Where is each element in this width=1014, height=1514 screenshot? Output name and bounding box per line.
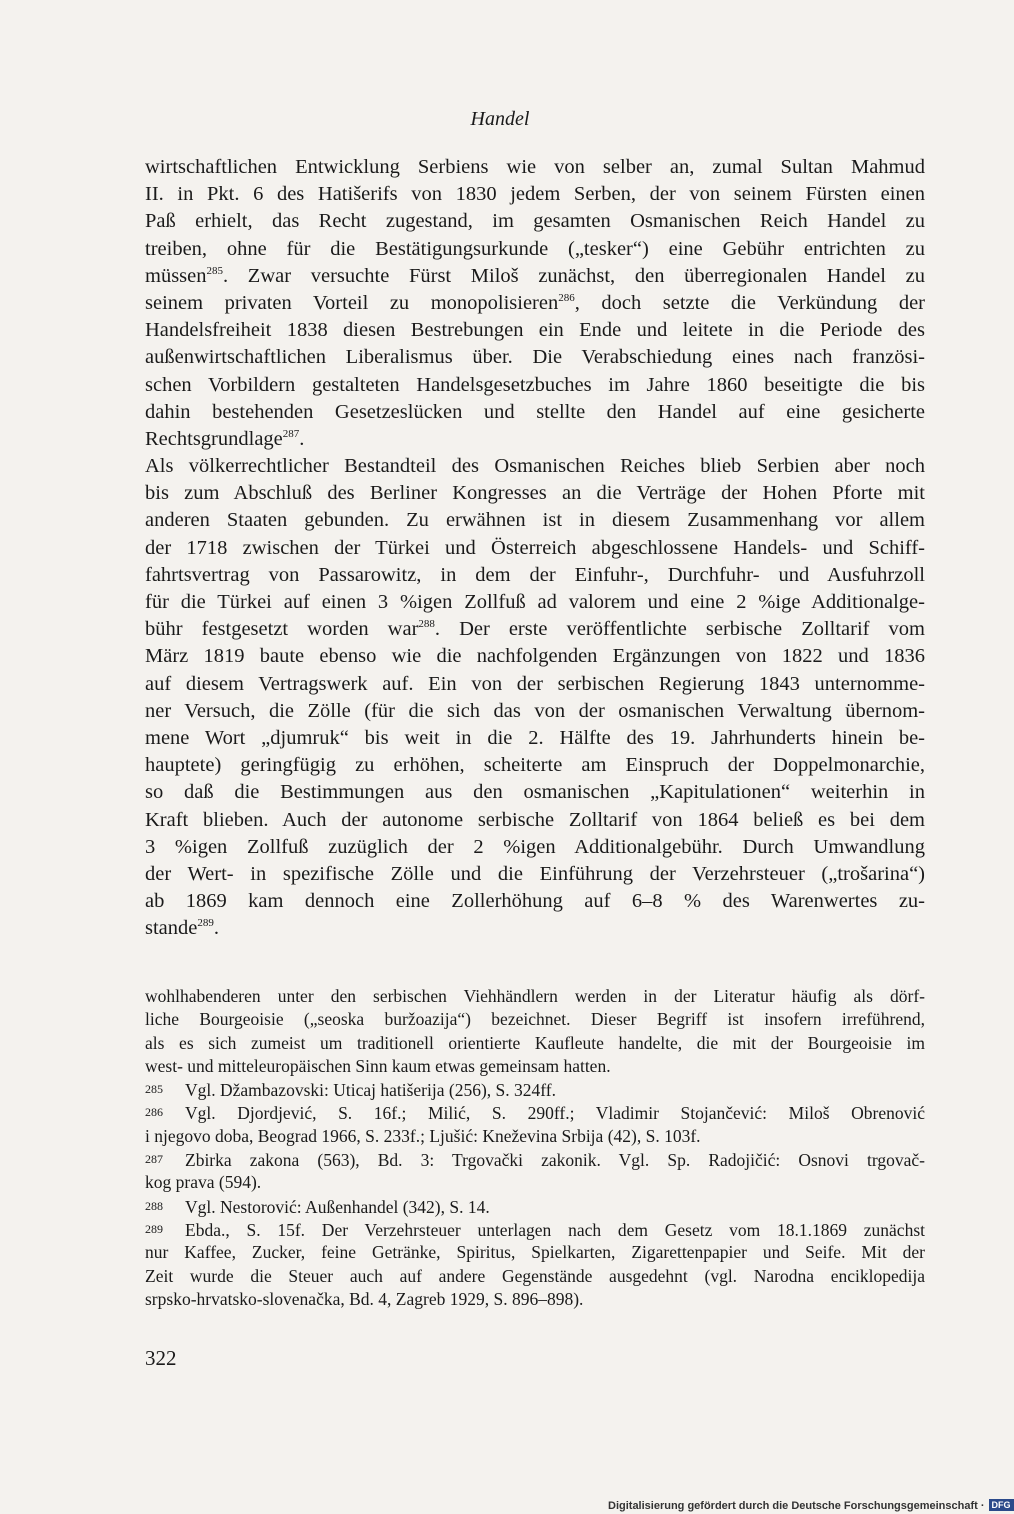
footnote-ref: 288 xyxy=(418,618,435,631)
line-text-rest: . Der erste veröffentlichte serbische Zolltarif vom xyxy=(434,618,925,641)
footnote-text: liche Bourgeoisie („seoska buržoazija“) bezeichnet. Dieser Begriff ist insofern irreführend, xyxy=(145,1009,925,1030)
footnote-ref: 287 xyxy=(282,428,300,441)
text-line xyxy=(145,263,925,290)
text-line xyxy=(145,426,925,453)
text-line xyxy=(145,480,925,507)
text-line xyxy=(145,779,925,806)
footnote-number: 287 xyxy=(145,1152,163,1167)
footnote-line xyxy=(145,1241,925,1264)
line-text: II. in Pkt. 6 des Hatišerifs von 1830 jedem Serben, der von seinem Fürsten einen xyxy=(145,183,925,206)
footnote-text: Ebda., S. 15f. Der Verzehrsteuer unterlagen nach dem Gesetz vom 18.1.1869 zunächst xyxy=(185,1219,925,1240)
line-text: so daß die Bestimmungen aus den osmanischen „Kapitulationen“ weiterhin in xyxy=(145,781,925,804)
line-text-rest: . xyxy=(299,427,305,450)
footnote-line xyxy=(145,1218,925,1241)
line-text: auf diesem Vertragswerk auf. Ein von der serbischen Regierung 1843 unternomme- xyxy=(145,672,925,695)
line-text: anderen Staaten gebunden. Zu erwähnen ist in diesem Zusammenhang vor allem xyxy=(145,509,925,532)
line-text: wirtschaftlichen Entwicklung Serbiens wie von selber an, zumal Sultan Mahmud xyxy=(145,156,925,178)
line-text: Rechtsgrundlage xyxy=(145,427,283,450)
footnote-ref: 285 xyxy=(206,264,223,277)
text-line xyxy=(145,643,925,670)
text-line xyxy=(145,589,925,616)
footnote-text: srpsko-hrvatsko-slovenačka, Bd. 4, Zagreb 1929, S. 896–898). xyxy=(145,1288,584,1309)
text-line xyxy=(145,236,925,263)
digitization-credit xyxy=(608,1499,1014,1512)
footnote-line xyxy=(145,1288,925,1311)
footnote-line xyxy=(145,985,925,1008)
text-line xyxy=(145,915,925,942)
footnote-text: west- und mitteleuropäischen Sinn kaum etwas gemeinsam hatten. xyxy=(145,1055,611,1076)
text-line xyxy=(145,372,925,399)
page-number: 322 xyxy=(145,1346,177,1370)
line-text: hauptete) geringfügig zu erhöhen, scheiterte am Einspruch der Doppelmonarchie, xyxy=(145,754,925,777)
footnote-line xyxy=(145,1195,925,1218)
line-text: außenwirtschaftlichen Liberalismus über. Die Verabschiedung eines nach französi- xyxy=(145,346,925,369)
line-text: für die Türkei auf einen 3 %igen Zollfuß ad valorem und eine 2 %ige Additionalge- xyxy=(145,591,925,613)
footnote-line xyxy=(145,1055,925,1078)
text-line xyxy=(145,290,925,317)
footnote-line xyxy=(145,1008,925,1031)
footnote-text: nur Kaffee, Zucker, feine Getränke, Spiritus, Spielkarten, Zigarettenpapier und Seife. Mit der xyxy=(145,1242,925,1263)
footnote-line xyxy=(145,1032,925,1055)
text-line xyxy=(145,535,925,562)
footnote-text: kog prava (594). xyxy=(145,1172,262,1193)
footnotes xyxy=(145,985,925,1311)
dfg-logo: DFG xyxy=(989,1499,1014,1511)
footnote-number: 288 xyxy=(145,1198,163,1213)
footnote-text: Vgl. Nestorović: Außenhandel (342), S. 14. xyxy=(185,1196,490,1217)
footnote-line xyxy=(145,1078,925,1101)
line-text: fahrtsvertrag von Passarowitz, in dem der Einfuhr-, Durchfuhr- und Ausfuhrzoll xyxy=(145,563,925,586)
footnote-text: i njegovo doba, Beograd 1966, S. 233f.; Ljušić: Kneževina Srbija (42), S. 103f. xyxy=(145,1125,701,1146)
footnote-number: 285 xyxy=(145,1082,163,1097)
line-text: Als völkerrechtlicher Bestandteil des Osmanischen Reiches blieb Serbien aber noch xyxy=(145,455,925,478)
line-text: treiben, ohne für die Bestätigungsurkunde („tesker“) eine Gebühr entrichten zu xyxy=(145,237,925,260)
line-text: 3 %igen Zollfuß zuzüglich der 2 %igen Additionalgebühr. Durch Umwandlung xyxy=(145,835,925,858)
text-line xyxy=(145,888,925,915)
running-head: Handel xyxy=(470,108,530,130)
line-text: der Wert- in spezifische Zölle und die Einführung der Verzehrsteuer („trošarina“) xyxy=(145,862,925,885)
line-text: schen Vorbildern gestalteten Handelsgesetzbuches im Jahre 1860 beseitigte die bis xyxy=(145,373,925,396)
line-text: müssen xyxy=(145,264,207,287)
footnote-text: Vgl. Djordjević, S. 16f.; Milić, S. 290ff.; Vladimir Stojančević: Miloš Obrenović xyxy=(185,1103,925,1124)
footnote-text: als es sich zumeist um traditionell orientierte Kaufleute handelte, die mit der Bourgeoisie im xyxy=(145,1032,925,1053)
text-line xyxy=(145,834,925,861)
footnote-text: Zeit wurde die Steuer auch auf andere Gegenstände ausgedehnt (vgl. Narodna enciklopedija xyxy=(145,1265,925,1286)
text-line xyxy=(145,752,925,779)
text-line xyxy=(145,399,925,426)
footnote-line xyxy=(145,1125,925,1148)
footnote-number: 286 xyxy=(145,1105,163,1120)
line-text-rest: . xyxy=(213,917,219,940)
footnote-line xyxy=(145,1148,925,1171)
text-line xyxy=(145,616,925,643)
text-line xyxy=(145,344,925,371)
line-text: März 1819 baute ebenso wie die nachfolgenden Ergänzungen von 1822 und 1836 xyxy=(145,645,925,668)
line-text: seinem privaten Vorteil zu monopolisieren xyxy=(145,291,559,314)
credit-text: Digitalisierung gefördert durch die Deutsche Forschungsgemeinschaft · xyxy=(608,1500,985,1512)
text-line xyxy=(145,671,925,698)
footnote-text: wohlhabenderen unter den serbischen Viehhändlern werden in der Literatur häufig als dörf- xyxy=(145,986,925,1006)
text-line xyxy=(145,507,925,534)
line-text: Kraft blieben. Auch der autonome serbische Zolltarif von 1864 beließ es bei dem xyxy=(145,808,925,831)
line-text: bis zum Abschluß des Berliner Kongresses an die Verträge der Hohen Pforte mit xyxy=(145,482,925,505)
main-text xyxy=(145,154,925,942)
footnote-line xyxy=(145,1171,925,1194)
line-text: Paß erhielt, das Recht zugestand, im gesamten Osmanischen Reich Handel zu xyxy=(145,210,925,233)
footnote-line xyxy=(145,1265,925,1288)
text-line xyxy=(145,861,925,888)
line-text: Handelsfreiheit 1838 diesen Bestrebungen ein Ende und leitete in die Periode des xyxy=(145,319,925,342)
text-line xyxy=(145,208,925,235)
text-line xyxy=(145,181,925,208)
line-text: bühr festgesetzt worden war xyxy=(145,618,419,641)
line-text: der 1718 zwischen der Türkei und Österreich abgeschlossene Handels- und Schiff- xyxy=(145,536,925,559)
line-text: ab 1869 kam dennoch eine Zollerhöhung auf 6–8 % des Warenwertes zu- xyxy=(145,890,925,913)
line-text-rest: . Zwar versuchte Fürst Miloš zunächst, den überregionalen Handel zu xyxy=(223,264,925,287)
text-line xyxy=(145,453,925,480)
footnote-number: 289 xyxy=(145,1221,163,1236)
text-line xyxy=(145,698,925,725)
line-text-rest: , doch setzte die Verkündung der xyxy=(574,291,926,314)
line-text: mene Wort „djumruk“ bis weit in die 2. Hälfte des 19. Jahrhunderts hinein be- xyxy=(145,726,925,749)
footnote-text: Zbirka zakona (563), Bd. 3: Trgovački zakonik. Vgl. Sp. Radojičić: Osnovi trgovač- xyxy=(185,1150,925,1171)
line-text: ner Versuch, die Zölle (für die sich das von der osmanischen Verwaltung übernom- xyxy=(145,699,925,722)
footnote-text: Vgl. Džambazovski: Uticaj hatišerija (256), S. 324ff. xyxy=(185,1080,556,1101)
footnote-ref: 286 xyxy=(558,292,575,305)
line-text: stande xyxy=(145,917,198,940)
text-line xyxy=(145,562,925,589)
footnote-line xyxy=(145,1101,925,1124)
footnote-ref: 289 xyxy=(197,917,214,930)
text-line xyxy=(145,807,925,834)
text-line xyxy=(145,154,925,181)
text-line xyxy=(145,317,925,344)
line-text: dahin bestehenden Gesetzeslücken und stellte den Handel auf eine gesicherte xyxy=(145,400,925,423)
text-line xyxy=(145,725,925,752)
